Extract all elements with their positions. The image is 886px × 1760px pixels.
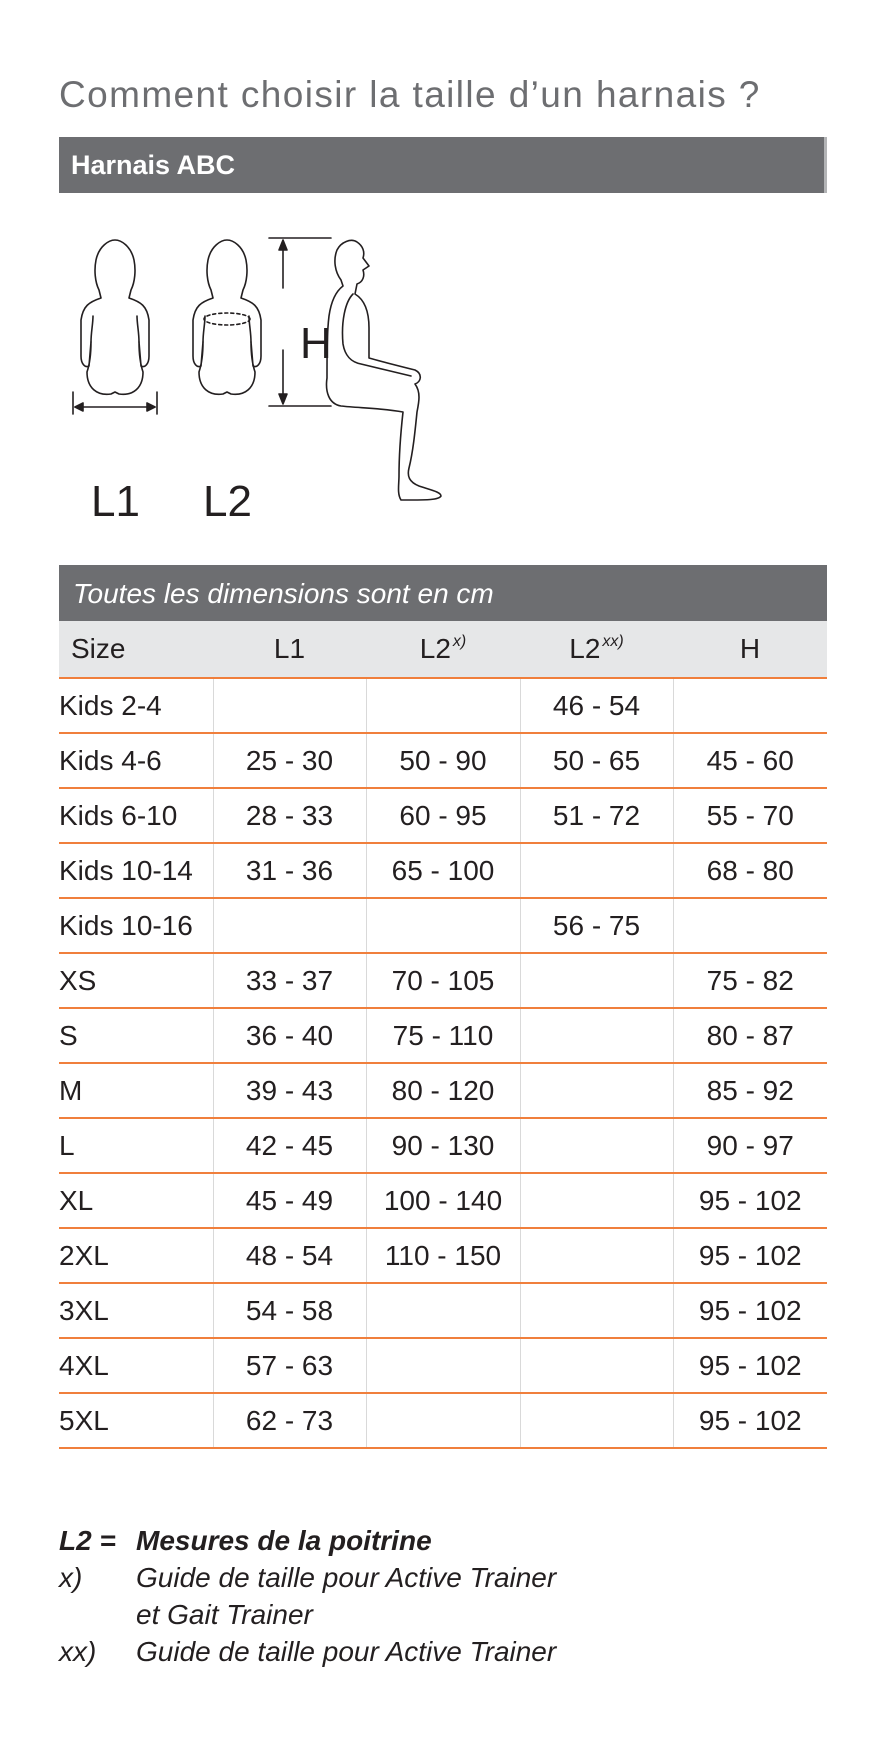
note-x-key: x)	[59, 1562, 83, 1593]
cell-size: S	[59, 1019, 78, 1051]
cell-l2-xx: 46 - 54	[520, 678, 673, 733]
cell-l2-xx	[520, 843, 673, 898]
cell-h	[673, 898, 827, 953]
cell-h: 80 - 87	[673, 1008, 827, 1063]
cell-size: 5XL	[59, 1404, 109, 1436]
table-row	[59, 678, 827, 733]
cell-l2-x: 50 - 90	[366, 733, 520, 788]
table-caption: Toutes les dimensions sont en cm	[73, 578, 494, 609]
label-l1: L1	[91, 477, 140, 526]
section-header-bar	[59, 137, 827, 193]
cell-h: 95 - 102	[673, 1283, 827, 1338]
cell-l2-xx	[520, 1118, 673, 1173]
note-xx-key: xx)	[59, 1636, 97, 1667]
cell-l1: 45 - 49	[213, 1173, 366, 1228]
cell-l2-xx	[520, 1008, 673, 1063]
cell-l2-xx	[520, 1393, 673, 1448]
cell-size: Kids 2-4	[59, 689, 162, 721]
cell-h: 68 - 80	[673, 843, 827, 898]
cell-l2-x: 110 - 150	[366, 1228, 520, 1283]
cell-l1	[213, 678, 366, 733]
size-table	[59, 621, 827, 1449]
note-xx-text: Guide de taille pour Active Trainer	[136, 1636, 557, 1667]
seated-figure	[327, 240, 441, 500]
cell-l2-x	[366, 1338, 520, 1393]
cell-l2-x: 70 - 105	[366, 953, 520, 1008]
cell-l1: 31 - 36	[213, 843, 366, 898]
cell-l1	[213, 898, 366, 953]
cell-l2-xx	[520, 953, 673, 1008]
cell-h: 95 - 102	[673, 1228, 827, 1283]
table-row	[59, 1228, 827, 1283]
table-row	[59, 1063, 827, 1118]
table-row	[59, 1283, 827, 1338]
section-title: Harnais ABC	[71, 150, 236, 180]
note-l2-text: Mesures de la poitrine	[136, 1525, 432, 1556]
cell-l2-xx	[520, 1063, 673, 1118]
table-row	[59, 788, 827, 843]
table-row	[59, 1393, 827, 1448]
table-row	[59, 898, 827, 953]
cell-l2-x	[366, 678, 520, 733]
cell-h: 95 - 102	[673, 1338, 827, 1393]
cell-l2-x	[366, 1393, 520, 1448]
cell-size: Kids 4-6	[59, 744, 162, 776]
cell-l2-x	[366, 898, 520, 953]
table-row	[59, 843, 827, 898]
note-x-text-line1: Guide de taille pour Active Trainer	[136, 1562, 557, 1593]
cell-l2-xx	[520, 1283, 673, 1338]
header-size: Size	[59, 621, 213, 678]
cell-size: Kids 10-16	[59, 909, 193, 941]
cell-l2-x: 75 - 110	[366, 1008, 520, 1063]
cell-h: 85 - 92	[673, 1063, 827, 1118]
cell-h: 95 - 102	[673, 1173, 827, 1228]
table-row	[59, 1008, 827, 1063]
cell-l1: 33 - 37	[213, 953, 366, 1008]
cell-size: L	[59, 1129, 75, 1161]
cell-h	[673, 678, 827, 733]
table-caption-bar	[59, 565, 827, 621]
cell-l2-xx	[520, 1228, 673, 1283]
header-h: H	[673, 621, 827, 678]
cell-l2-x: 90 - 130	[366, 1118, 520, 1173]
cell-l2-x: 65 - 100	[366, 843, 520, 898]
table-row	[59, 1338, 827, 1393]
cell-h: 95 - 102	[673, 1393, 827, 1448]
table-body	[59, 678, 827, 1448]
cell-l2-xx: 50 - 65	[520, 733, 673, 788]
cell-l2-xx	[520, 1173, 673, 1228]
cell-l2-x: 60 - 95	[366, 788, 520, 843]
measurement-figure	[59, 232, 519, 542]
cell-h: 90 - 97	[673, 1118, 827, 1173]
cell-size: M	[59, 1074, 83, 1106]
header-l2-x: L2 $^{x)}$	[366, 621, 520, 678]
cell-size: Kids 10-14	[59, 854, 193, 886]
torso-front-figure	[73, 240, 157, 414]
cell-h: 75 - 82	[673, 953, 827, 1008]
cell-l2-x: 100 - 140	[366, 1173, 520, 1228]
cell-l1: 36 - 40	[213, 1008, 366, 1063]
header-l2-xx: L2 $^{xx)}$	[520, 621, 673, 678]
note-l2-key: L2 =	[59, 1525, 116, 1556]
cell-h: 55 - 70	[673, 788, 827, 843]
cell-size: Kids 6-10	[59, 799, 178, 831]
cell-l1: 62 - 73	[213, 1393, 366, 1448]
table-row	[59, 1173, 827, 1228]
header-l1: L1	[213, 621, 366, 678]
cell-l2-x	[366, 1283, 520, 1338]
cell-l1: 28 - 33	[213, 788, 366, 843]
cell-l1: 48 - 54	[213, 1228, 366, 1283]
label-l2: L2	[203, 477, 252, 526]
cell-l1: 39 - 43	[213, 1063, 366, 1118]
cell-size: XL	[59, 1184, 94, 1216]
table-row	[59, 953, 827, 1008]
cell-l1: 42 - 45	[213, 1118, 366, 1173]
cell-l1: 57 - 63	[213, 1338, 366, 1393]
table-row	[59, 1118, 827, 1173]
size-table-section	[59, 565, 827, 1449]
cell-l2-x: 80 - 120	[366, 1063, 520, 1118]
note-x-text-line2: et Gait Trainer	[136, 1599, 313, 1630]
cell-l2-xx: 56 - 75	[520, 898, 673, 953]
cell-l2-xx	[520, 1338, 673, 1393]
label-h: H	[300, 319, 332, 368]
cell-size: 2XL	[59, 1239, 109, 1271]
cell-l2-xx: 51 - 72	[520, 788, 673, 843]
cell-h: 45 - 60	[673, 733, 827, 788]
table-row	[59, 733, 827, 788]
table-header-row	[59, 621, 827, 678]
page-title: Comment choisir la taille d’un harnais ?	[59, 74, 761, 115]
cell-l1: 25 - 30	[213, 733, 366, 788]
torso-chest-figure	[193, 240, 261, 394]
cell-size: 3XL	[59, 1294, 109, 1326]
cell-size: XS	[59, 964, 97, 996]
cell-l1: 54 - 58	[213, 1283, 366, 1338]
cell-size: 4XL	[59, 1349, 109, 1381]
